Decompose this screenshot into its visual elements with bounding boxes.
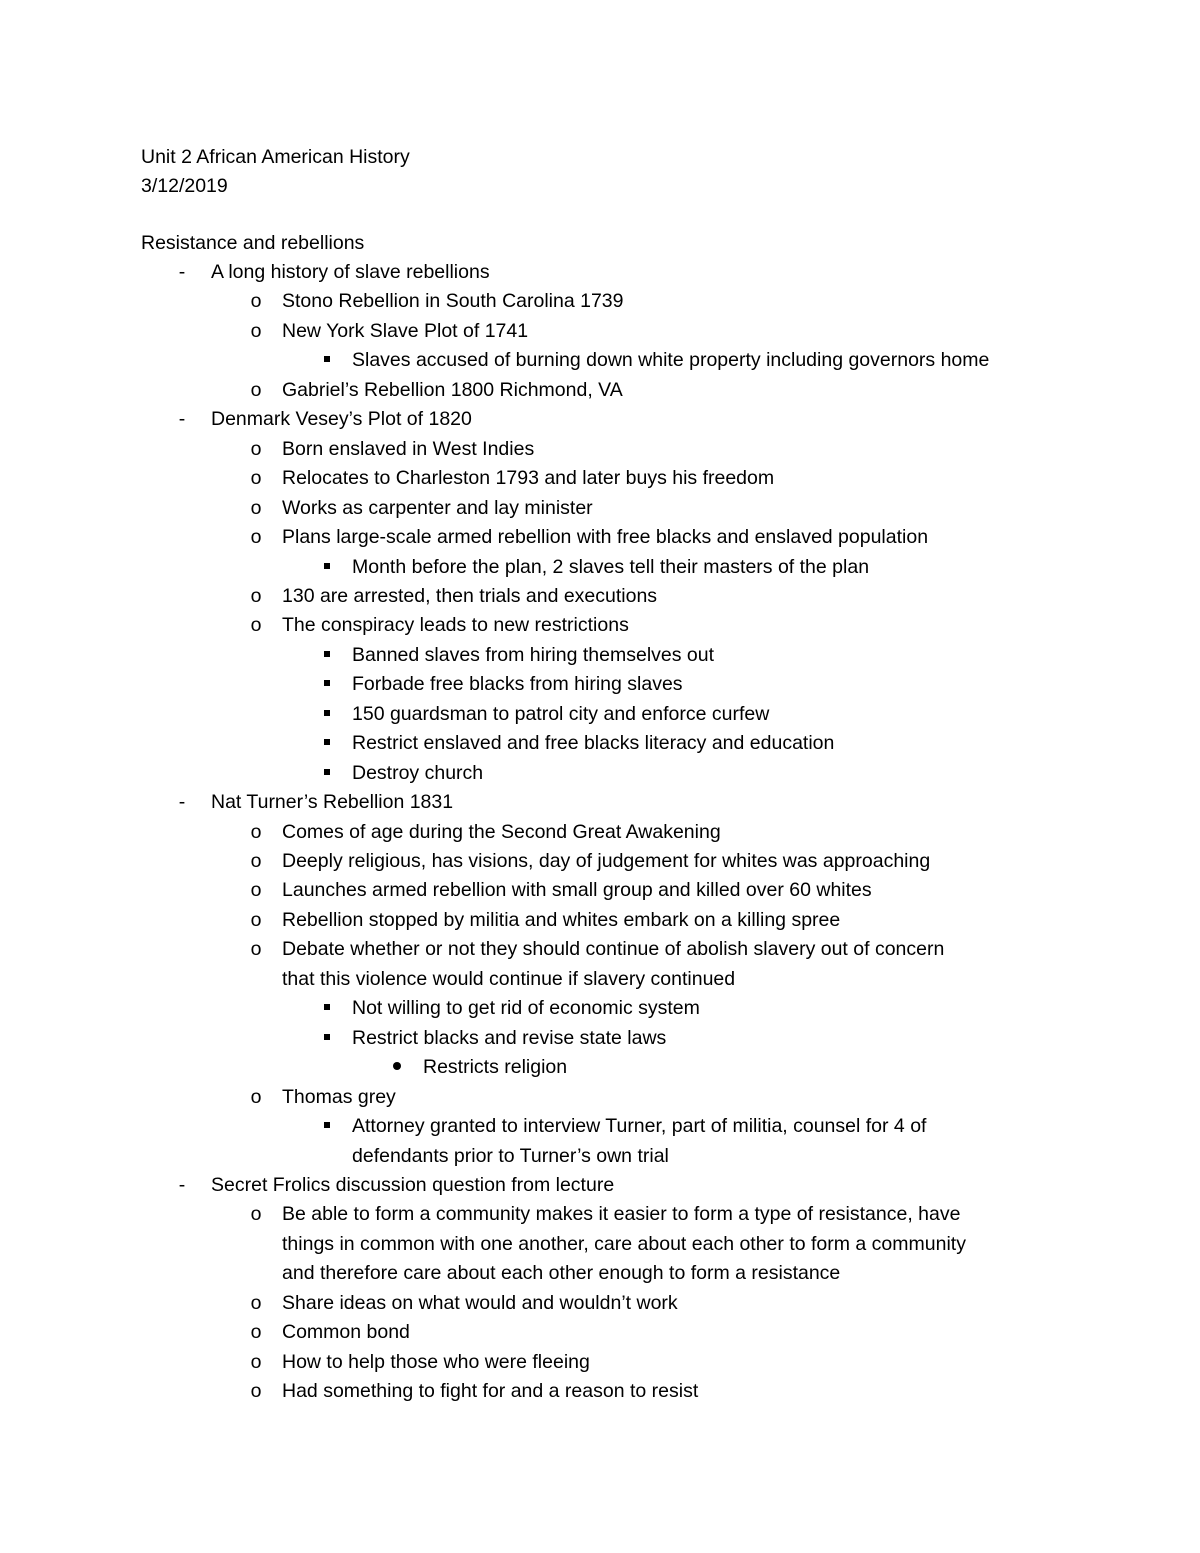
outline-item-text: things in common with one another, care about each other to form a community <box>282 1233 966 1255</box>
outline-item <box>0 641 1120 670</box>
circle-bullet-icon: o <box>250 438 262 460</box>
dash-bullet-icon: - <box>178 261 186 283</box>
outline-item <box>0 1024 1120 1053</box>
outline-item-text: defendants prior to Turner’s own trial <box>352 1145 669 1167</box>
outline-item <box>0 1289 1120 1318</box>
outline-item <box>0 464 1120 493</box>
dash-bullet-icon: - <box>178 408 186 430</box>
square-bullet-icon <box>316 346 338 375</box>
circle-bullet-icon: o <box>250 526 262 548</box>
outline-item-text: Deeply religious, has visions, day of judgement for whites was approaching <box>282 850 931 872</box>
outline-item-text: Debate whether or not they should continue of abolish slavery out of concern <box>282 938 945 960</box>
outline-item <box>0 1230 1120 1259</box>
outline-item <box>0 759 1120 788</box>
outline-item-text: Comes of age during the Second Great Awakening <box>282 821 721 843</box>
outline-item-text: 150 guardsman to patrol city and enforce curfew <box>352 703 770 725</box>
outline-item <box>0 818 1120 847</box>
outline-item <box>0 670 1120 699</box>
outline-item-text: Had something to fight for and a reason to resist <box>282 1380 699 1402</box>
outline-item-text: Restrict blacks and revise state laws <box>352 1027 667 1049</box>
circle-bullet-icon: o <box>250 614 262 636</box>
square-bullet-icon <box>316 670 338 699</box>
outline-item <box>0 258 1120 287</box>
dash-bullet-icon: - <box>178 1174 186 1196</box>
outline-item-text: Thomas grey <box>282 1086 396 1108</box>
outline-item-text: Be able to form a community makes it easier to form a type of resistance, have <box>282 1203 961 1225</box>
circle-bullet-icon: o <box>250 1292 262 1314</box>
outline-item-text: New York Slave Plot of 1741 <box>282 320 529 342</box>
outline-item <box>0 1053 1120 1082</box>
outline-item <box>0 876 1120 905</box>
outline-item-text: A long history of slave rebellions <box>211 261 490 283</box>
outline-item <box>0 906 1120 935</box>
outline-item <box>0 317 1120 346</box>
outline-item-text: Plans large-scale armed rebellion with free blacks and enslaved population <box>282 526 929 548</box>
outline-item <box>0 1348 1120 1377</box>
outline-item <box>0 523 1120 552</box>
outline-item <box>0 611 1120 640</box>
circle-bullet-icon: o <box>250 879 262 901</box>
square-bullet-icon <box>316 553 338 582</box>
square-bullet-icon <box>316 700 338 729</box>
outline-item-text: Month before the plan, 2 slaves tell their masters of the plan <box>352 556 870 578</box>
outline-item <box>0 700 1120 729</box>
circle-bullet-icon: o <box>250 379 262 401</box>
outline-item-text: Restrict enslaved and free blacks literacy and education <box>352 732 835 754</box>
circle-bullet-icon: o <box>250 290 262 312</box>
outline-item-text: Attorney granted to interview Turner, part of militia, counsel for 4 of <box>352 1115 927 1137</box>
circle-bullet-icon: o <box>250 1380 262 1402</box>
outline-item-text: Gabriel’s Rebellion 1800 Richmond, VA <box>282 379 623 401</box>
square-bullet-icon <box>316 994 338 1023</box>
outline-item <box>0 994 1120 1023</box>
section-heading: Resistance and rebellions <box>141 232 365 254</box>
circle-bullet-icon: o <box>250 320 262 342</box>
circle-bullet-icon: o <box>250 909 262 931</box>
outline-item-text: Secret Frolics discussion question from lecture <box>211 1174 615 1196</box>
outline-item <box>0 1377 1120 1406</box>
outline-item-text: Common bond <box>282 1321 410 1343</box>
outline-item-text: Works as carpenter and lay minister <box>282 497 593 519</box>
outline-item-text: Nat Turner’s Rebellion 1831 <box>211 791 454 813</box>
outline-item-text: Slaves accused of burning down white property including governors home <box>352 349 990 371</box>
outline-item-text: Born enslaved in West Indies <box>282 438 535 460</box>
outline-item-text: How to help those who were fleeing <box>282 1351 590 1373</box>
outline-item <box>0 1083 1120 1112</box>
outline-item <box>0 965 1120 994</box>
outline-item-text: Banned slaves from hiring themselves out <box>352 644 715 666</box>
dot-bullet-icon <box>386 1053 408 1082</box>
outline-item-text: Not willing to get rid of economic system <box>352 997 700 1019</box>
outline-item <box>0 346 1120 375</box>
outline-item-text: that this violence would continue if slavery continued <box>282 968 736 990</box>
outline-item <box>0 1259 1120 1288</box>
square-bullet-icon <box>316 729 338 758</box>
outline-item-text: Rebellion stopped by militia and whites embark on a killing spree <box>282 909 841 931</box>
outline-item-text: Denmark Vesey’s Plot of 1820 <box>211 408 472 430</box>
square-bullet-icon <box>316 1112 338 1141</box>
outline-item <box>0 1200 1120 1229</box>
circle-bullet-icon: o <box>250 467 262 489</box>
document-date: 3/12/2019 <box>141 175 228 197</box>
outline-item <box>0 1318 1120 1347</box>
outline-item <box>0 788 1120 817</box>
outline-item <box>0 405 1120 434</box>
outline-item-text: Relocates to Charleston 1793 and later buys his freedom <box>282 467 775 489</box>
circle-bullet-icon: o <box>250 938 262 960</box>
outline-item <box>0 1171 1120 1200</box>
outline-item <box>0 935 1120 964</box>
outline-item <box>0 287 1120 316</box>
outline-item <box>0 494 1120 523</box>
square-bullet-icon <box>316 641 338 670</box>
circle-bullet-icon: o <box>250 850 262 872</box>
outline-item <box>0 376 1120 405</box>
outline-item-text: The conspiracy leads to new restrictions <box>282 614 629 636</box>
circle-bullet-icon: o <box>250 1321 262 1343</box>
circle-bullet-icon: o <box>250 1086 262 1108</box>
outline-item-text: Forbade free blacks from hiring slaves <box>352 673 683 695</box>
outline-item <box>0 847 1120 876</box>
dash-bullet-icon: - <box>178 791 186 813</box>
circle-bullet-icon: o <box>250 821 262 843</box>
circle-bullet-icon: o <box>250 585 262 607</box>
circle-bullet-icon: o <box>250 1351 262 1373</box>
outline-item <box>0 582 1120 611</box>
outline-item <box>0 553 1120 582</box>
outline-item-text: Share ideas on what would and wouldn’t work <box>282 1292 678 1314</box>
outline-item <box>0 435 1120 464</box>
outline-item <box>0 1142 1120 1171</box>
outline-item-text: 130 are arrested, then trials and executions <box>282 585 658 607</box>
outline-item <box>0 1112 1120 1141</box>
outline-item-text: Destroy church <box>352 762 484 784</box>
square-bullet-icon <box>316 759 338 788</box>
square-bullet-icon <box>316 1024 338 1053</box>
document-title: Unit 2 African American History <box>141 146 410 168</box>
outline-item-text: and therefore care about each other enough to form a resistance <box>282 1262 841 1284</box>
outline-item <box>0 729 1120 758</box>
circle-bullet-icon: o <box>250 497 262 519</box>
outline-item-text: Launches armed rebellion with small group and killed over 60 whites <box>282 879 872 901</box>
outline-item-text: Restricts religion <box>423 1056 568 1078</box>
circle-bullet-icon: o <box>250 1203 262 1225</box>
outline-item-text: Stono Rebellion in South Carolina 1739 <box>282 290 624 312</box>
